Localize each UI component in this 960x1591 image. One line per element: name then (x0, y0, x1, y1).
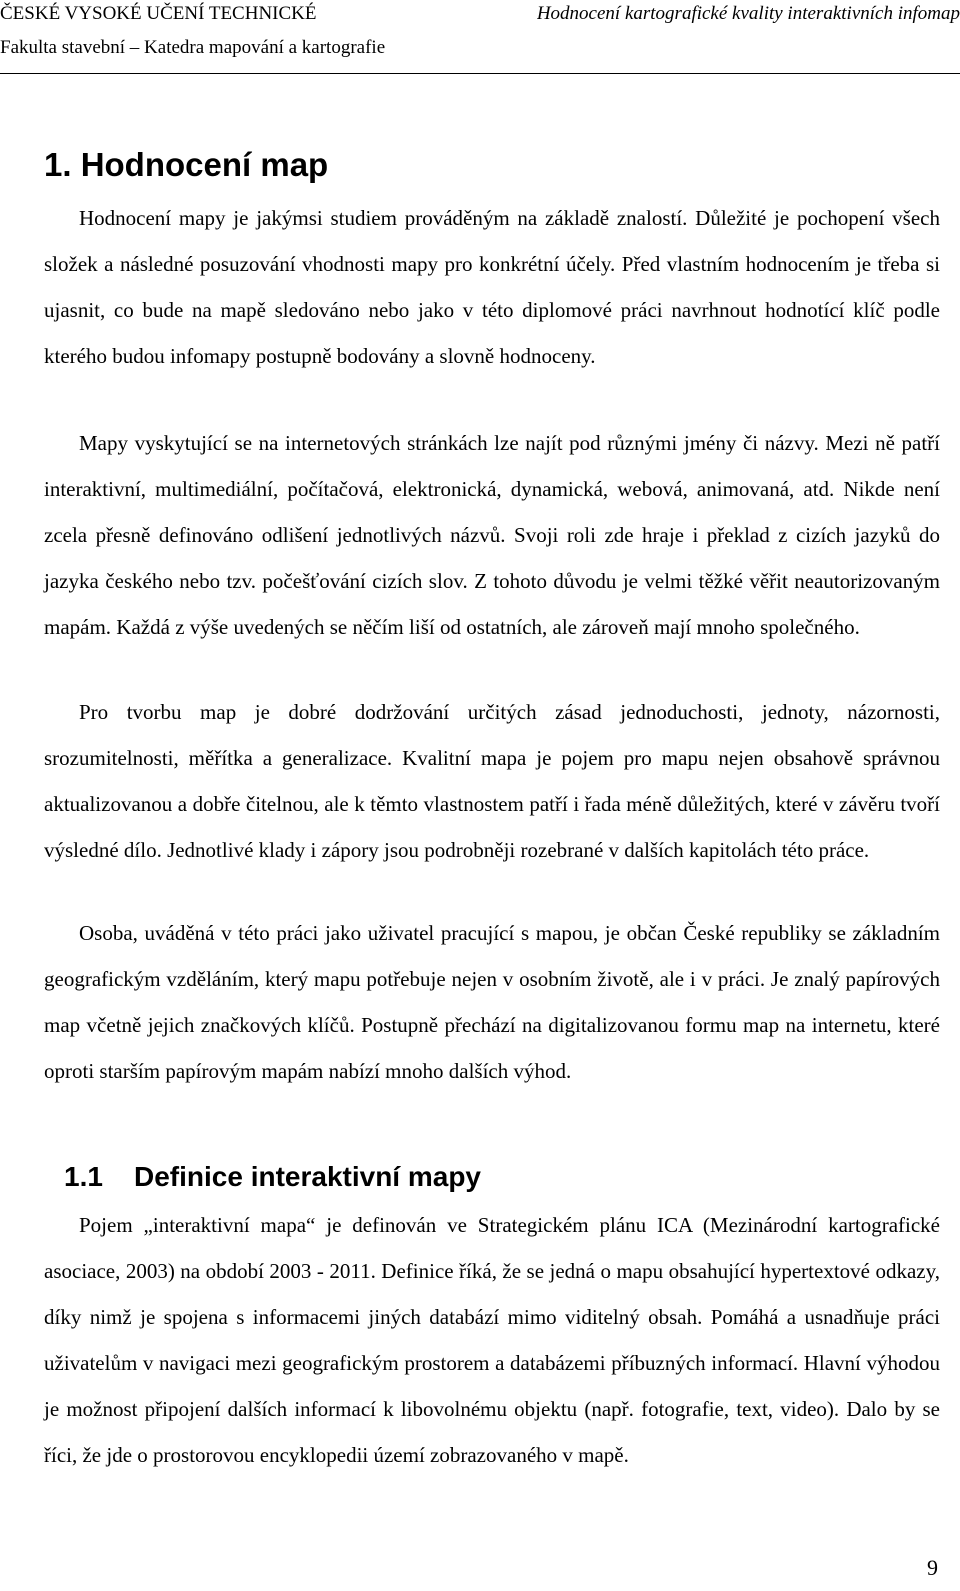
header-faculty: Fakulta stavební – Katedra mapování a kartografie (0, 37, 386, 58)
page-header (0, 0, 960, 80)
paragraph-3: Pro tvorbu map je dobré dodržování určitých zásad jednoduchosti, jednoty, názornosti, srozumitelnosti, měřítka a generalizace. Kvalitní mapa je pojem pro mapu nejen obsahově správnou aktualizovanou a dobře čitelnou, ale k těmto vlastnostem patří i řada méně důležitých, které v závěru tvoří výsledné dílo. Jednotlivé klady i zápory jsou podrobněji rozebrané v dalších kapitolách této práce. (44, 700, 940, 862)
section-heading (64, 1160, 481, 1194)
paragraph-2: Mapy vyskytující se na internetových stránkách lze najít pod různými jmény či názvy. Mezi ně patří interaktivní, multimediální, počítačová, elektronická, dynamická, webová, animovaná, atd. Nikde není zcela přesně definováno odlišení jednotlivých názvů. Svoji roli zde hraje i překlad z cizích jazyků do jazyka českého nebo tzv. počešťování cizích slov. Z tohoto důvodu je velmi těžké věřit neautorizovaným mapám. Každá z výše uvedených se něčím liší od ostatních, ale zároveň mají mnoho společného. (44, 431, 940, 639)
chapter-title: 1. Hodnocení map (44, 146, 329, 183)
paragraph-4: Osoba, uváděná v této práci jako uživatel pracující s mapou, je občan České republiky se základním geografickým vzděláním, který mapu potřebuje nejen v osobním životě, ale i v práci. Je znalý papírových map včetně jejich značkových klíčů. Postupně přechází na digitalizovanou formu map na internetu, které oproti starším papírovým mapám nabízí mnoho dalších výhod. (44, 921, 940, 1083)
section-title: Definice interaktivní mapy (134, 1161, 482, 1192)
header-university: ČESKÉ VYSOKÉ UČENÍ TECHNICKÉ (0, 3, 317, 24)
section-paragraph: Pojem „interaktivní mapa“ je definován ve Strategickém plánu ICA (Mezinárodní kartografické asociace, 2003) na období 2003 - 2011. Definice říká, že se jedná o mapu obsahující hypertextové odkazy, díky nimž je spojena s informacemi jiných databází mimo viditelný obsah. Pomáhá a usnadňuje práci uživatelům v navigaci mezi geografickým prostorem a databázemi příbuzných informací. Hlavní výhodou je možnost připojení dalších informací k libovolnému objektu (např. fotografie, text, video). Dalo by se říci, že jde o prostorovou encyklopedii území zobrazovaného v mapě. (44, 1213, 940, 1467)
header-divider (0, 73, 960, 74)
paragraph-1: Hodnocení mapy je jakýmsi studiem prováděným na základě znalostí. Důležité je pochopení všech složek a následné posuzování vhodnosti mapy pro konkrétní účely. Před vlastním hodnocením je třeba si ujasnit, co bude na mapě sledováno nebo jako v této diplomové práci navrhnout hodnotící klíč podle kterého budou infomapy postupně bodovány a slovně hodnoceny. (44, 206, 940, 368)
header-running-title: Hodnocení kartografické kvality interaktivních infomap (536, 3, 960, 24)
page-number: 9 (927, 1555, 938, 1580)
section-number: 1.1 (64, 1161, 103, 1192)
